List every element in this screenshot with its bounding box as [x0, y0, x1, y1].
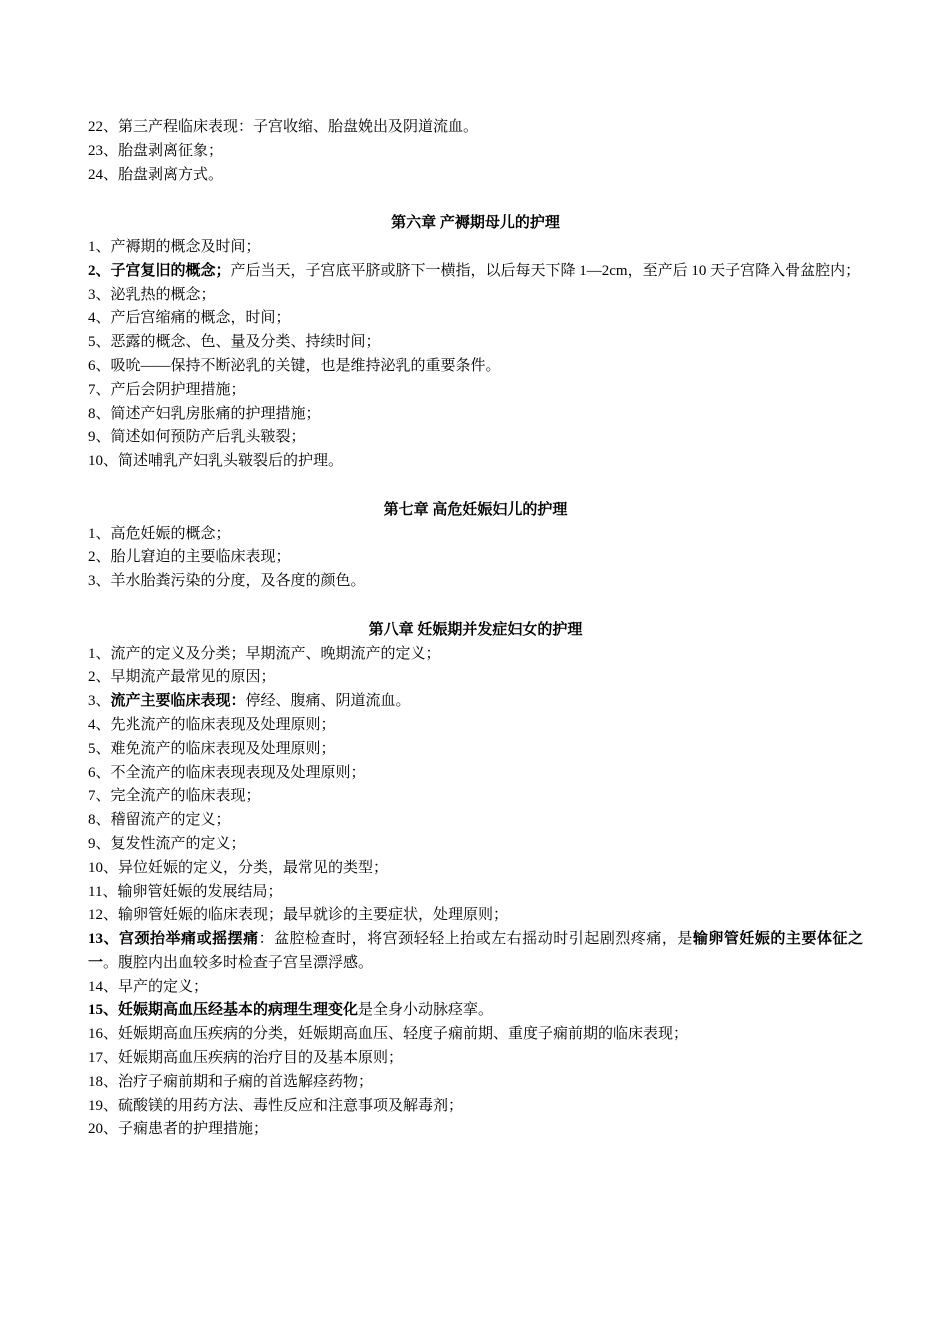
ch7-item-2: 2、胎儿窘迫的主要临床表现；: [88, 549, 291, 566]
ch7-item-3: 3、羊水胎粪污染的分度，及各度的颜色。: [88, 573, 366, 590]
ch6-item-2-text: 产后当天，子宫底平脐或脐下一横指，以后每天下降 1—2cm，至产后 10 天子宫降入骨盆腔内；: [230, 262, 861, 279]
ch8-item-7: 7、完全流产的临床表现；: [88, 788, 261, 805]
ch8-item-9: 9、复发性流产的定义；: [88, 835, 246, 852]
ch6-item-2-term: 2、子宫复旧的概念；: [88, 262, 231, 279]
ch6-item-3: 3、泌乳热的概念；: [88, 286, 216, 303]
ch8-item-3-text: 停经、腹痛、阴道流血。: [245, 693, 411, 710]
ch8-item-13-tail: 。腹腔内出血较多时检查子宫呈漂浮感。: [103, 954, 374, 971]
ch8-item-8: 8、稽留流产的定义；: [88, 812, 231, 829]
chapter-7-title: 第七章 高危妊娠妇儿的护理: [383, 501, 568, 518]
item-23: 23、胎盘剥离征象；: [88, 142, 224, 159]
ch8-item-13-term: 13、宫颈抬举痛或摇摆痛: [88, 931, 259, 948]
ch6-item-2: [88, 260, 863, 284]
ch7-item-1: 1、高危妊娠的概念；: [88, 525, 231, 542]
ch6-item-4: 4、产后宫缩痛的概念，时间；: [88, 310, 291, 327]
ch8-item-17: 17、妊娠期高血压疾病的治疗目的及基本原则；: [88, 1050, 404, 1067]
ch6-item-5: 5、恶露的概念、色、量及分类、持续时间；: [88, 334, 381, 351]
ch8-item-3: [88, 690, 863, 714]
ch8-item-13: [88, 928, 863, 976]
ch8-item-19: 19、硫酸镁的用药方法、毒性反应和注意事项及解毒剂；: [88, 1097, 464, 1114]
chapter-6-title: 第六章 产褥期母儿的护理: [391, 215, 560, 232]
ch8-item-15: [88, 999, 863, 1023]
item-24: 24、胎盘剥离方式。: [88, 166, 224, 183]
ch8-item-5: 5、难免流产的临床表现及处理原则；: [88, 740, 336, 757]
ch8-item-2: 2、早期流产最常见的原因；: [88, 669, 276, 686]
chapter-8-title: 第八章 妊娠期并发症妇女的护理: [368, 621, 583, 638]
ch6-item-6: 6、吸吮——保持不断泌乳的关键，也是维持泌乳的重要条件。: [88, 357, 501, 374]
ch6-item-7: 7、产后会阴护理措施；: [88, 381, 246, 398]
item-22: 22、第三产程临床表现：子宫收缩、胎盘娩出及阴道流血。: [88, 119, 479, 135]
ch6-item-1: 1、产褥期的概念及时间；: [88, 238, 261, 255]
ch8-item-15-text: 是全身小动脉痉挛。: [358, 1002, 494, 1019]
ch6-item-10: 10、简述哺乳产妇乳头皲裂后的护理。: [88, 453, 344, 470]
ch8-item-4: 4、先兆流产的临床表现及处理原则；: [88, 716, 336, 733]
ch8-item-3-term: 流产主要临床表现：: [110, 693, 246, 710]
ch8-item-11: 11、输卵管妊娠的发展结局；: [88, 883, 283, 900]
ch8-item-15-term: 15、妊娠期高血压经基本的病理生理变化: [88, 1002, 359, 1019]
ch8-item-6: 6、不全流产的临床表现表现及处理原则；: [88, 764, 366, 781]
ch8-item-14: 14、早产的定义；: [88, 978, 209, 995]
ch6-item-9: 9、简述如何预防产后乳头皲裂；: [88, 429, 306, 446]
ch8-item-3-num: 3、: [88, 693, 111, 710]
ch8-item-16: 16、妊娠期高血压疾病的分类，妊娠期高血压、轻度子痫前期、重度子痫前期的临床表现；: [88, 1026, 689, 1043]
ch8-item-13-emphasis: 输卵管妊娠的主要体征之一: [88, 931, 863, 971]
ch8-item-12: 12、输卵管妊娠的临床表现；最早就诊的主要症状，处理原则；: [88, 907, 509, 924]
ch8-item-18: 18、治疗子痫前期和子痫的首选解痉药物；: [88, 1073, 374, 1090]
ch8-item-10: 10、异位妊娠的定义，分类，最常见的类型；: [88, 859, 389, 876]
document-page: [88, 116, 863, 1142]
ch8-item-13-text: ：盆腔检查时，将宫颈轻轻上抬或左右摇动时引起剧烈疼痛，是: [258, 931, 693, 948]
ch8-item-1: 1、流产的定义及分类；早期流产、晚期流产的定义；: [88, 645, 441, 662]
ch6-item-8: 8、简述产妇乳房胀痛的护理措施；: [88, 405, 321, 422]
ch8-item-20: 20、子痫患者的护理措施；: [88, 1121, 269, 1138]
